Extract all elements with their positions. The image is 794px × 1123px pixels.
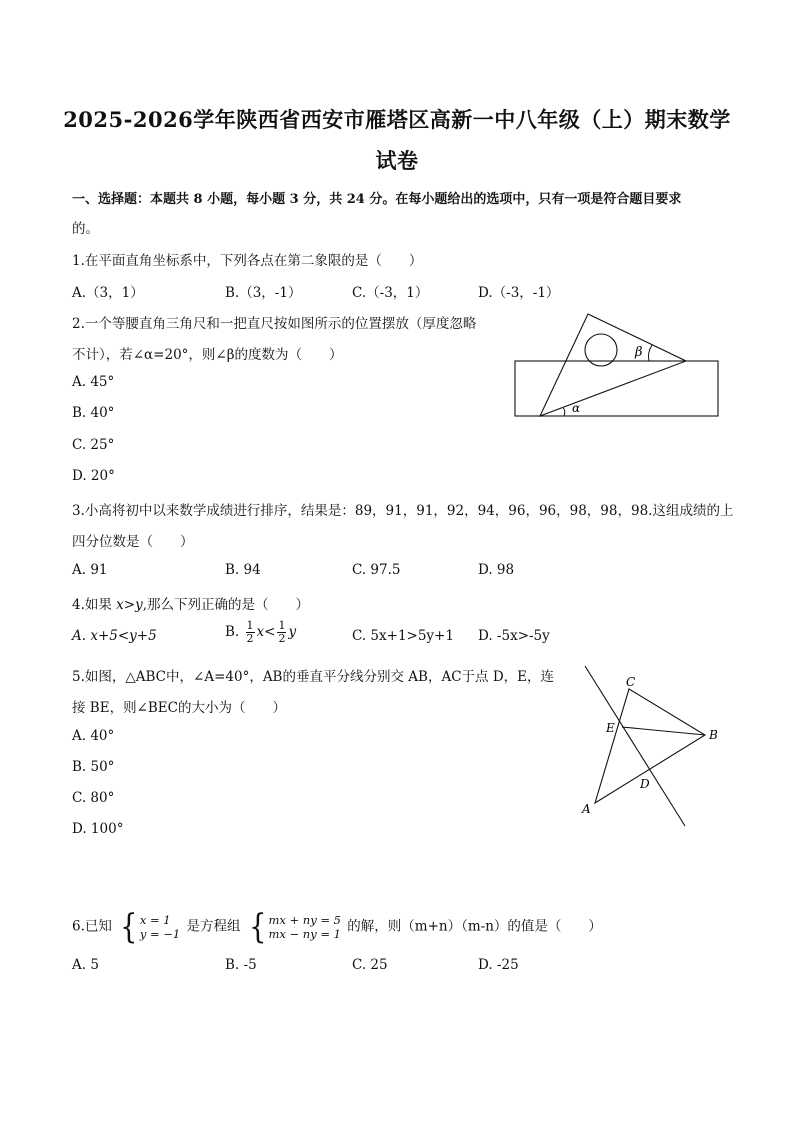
q4-option-c: C. 5x+1>5y+1 bbox=[352, 628, 454, 644]
q6-sys1-eq2: y = −1 bbox=[139, 927, 181, 941]
q1-stem: 1.在平面直角坐标系中，下列各点在第二象限的是（ ） bbox=[72, 253, 423, 269]
q1-option-b: B.（3，-1） bbox=[225, 285, 302, 301]
q3-option-b: B. 94 bbox=[225, 562, 261, 578]
q4-option-b: B. $\frac{1}{2}$ x< $\frac{1}{2}$ y bbox=[225, 619, 297, 645]
q4-fraction-2: $\frac{1}{2}$ bbox=[278, 619, 286, 645]
q6-option-c: C. 25 bbox=[352, 957, 388, 973]
q1-option-a: A.（3，1） bbox=[72, 285, 144, 301]
ruler bbox=[515, 361, 718, 416]
q5-option-b: B. 50° bbox=[72, 759, 115, 775]
q5-stem-line2: 接 BE，则∠BEC的大小为（ ） bbox=[72, 700, 286, 716]
exam-title-line1: 2025-2026学年陕西省西安市雁塔区高新一中八年级（上）期末数学 bbox=[63, 107, 731, 132]
q6-prefix: 6.已知 bbox=[72, 918, 112, 935]
triangle-abc bbox=[595, 689, 705, 803]
q4-option-b-label: B. bbox=[225, 624, 244, 640]
q5-option-a: A. 40° bbox=[72, 728, 115, 744]
beta-label: β bbox=[635, 345, 643, 360]
q6-sys1-eq1: x = 1 bbox=[139, 913, 171, 927]
q3-option-a: A. 91 bbox=[72, 562, 108, 578]
q4-fraction-1: $\frac{1}{2}$ bbox=[246, 619, 254, 645]
q2-option-c: C. 25° bbox=[72, 437, 115, 453]
beta-arc bbox=[648, 345, 652, 361]
q1-option-c: C.（-3，1） bbox=[352, 285, 429, 301]
set-square bbox=[540, 314, 686, 416]
q6-stem bbox=[72, 907, 602, 947]
q2-option-b: B. 40° bbox=[72, 405, 115, 421]
q6-sys2-eq1: mx + ny = 5 bbox=[268, 913, 341, 927]
left-brace: { bbox=[120, 907, 138, 947]
q4-stem-math: x>y bbox=[116, 597, 143, 613]
q6-middle: 是方程组 bbox=[186, 918, 241, 935]
q6-option-b: B. -5 bbox=[225, 957, 257, 973]
q6-option-a: A. 5 bbox=[72, 957, 99, 973]
q5-figure bbox=[575, 662, 725, 830]
section-heading: 一、选择题：本题共 8 小题，每小题 3 分，共 24 分。在每小题给出的选项中，只有一项是符合题目要求 bbox=[72, 192, 682, 207]
q6-system-equations bbox=[247, 907, 341, 947]
q5-stem-line1: 5.如图，△ABC中，∠A=40°，AB的垂直平分线分别交 AB，AC于点 D，E，连 bbox=[72, 669, 554, 685]
segment-be bbox=[622, 727, 705, 735]
q6-option-d: D. -25 bbox=[478, 957, 519, 973]
exam-title-line2: 试卷 bbox=[375, 148, 419, 173]
q4-stem bbox=[72, 593, 309, 613]
q3-option-c: C. 97.5 bbox=[352, 562, 401, 578]
q2-figure bbox=[508, 308, 724, 424]
q4-option-d: D. -5x>-5y bbox=[478, 628, 550, 644]
q2-option-d: D. 20° bbox=[72, 468, 115, 484]
alpha-label: α bbox=[572, 401, 581, 415]
q6-suffix: 的解，则（m+n）（m-n）的值是（ ） bbox=[347, 918, 602, 935]
label-a: A bbox=[582, 802, 591, 816]
section-heading-cont: 的。 bbox=[72, 221, 99, 237]
q3-option-d: D. 98 bbox=[478, 562, 515, 578]
q4-stem-prefix: 4.如果 bbox=[72, 597, 117, 613]
q6-sys2-eq2: mx − ny = 1 bbox=[268, 927, 341, 941]
label-b: B bbox=[709, 728, 718, 742]
q4-option-a: A. x+5<y+5 bbox=[72, 628, 157, 644]
q4-stem-suffix: ,那么下列正确的是（ ） bbox=[142, 597, 310, 613]
label-c: C bbox=[626, 675, 636, 689]
q2-option-a: A. 45° bbox=[72, 374, 115, 390]
q6-system-solution bbox=[118, 907, 181, 947]
q5-option-c: C. 80° bbox=[72, 790, 115, 806]
alpha-arc bbox=[563, 408, 565, 416]
q5-option-d: D. 100° bbox=[72, 821, 124, 837]
left-brace: { bbox=[248, 907, 267, 947]
q2-stem-line1: 2.一个等腰直角三角尺和一把直尺按如图所示的位置摆放（厚度忽略 bbox=[72, 316, 477, 332]
q3-stem-line1: 3.小高将初中以来数学成绩进行排序，结果是：89，91，91，92，94，96，96，98，98，98.这组成绩的上 bbox=[72, 503, 734, 519]
perpendicular-bisector bbox=[585, 666, 685, 826]
q3-stem-line2: 四分位数是（ ） bbox=[72, 534, 194, 550]
q2-stem-line2: 不计），若∠α=20°，则∠β的度数为（ ） bbox=[72, 347, 343, 363]
label-d: D bbox=[640, 777, 650, 791]
q1-option-d: D.（-3，-1） bbox=[478, 285, 560, 301]
label-e: E bbox=[606, 721, 615, 735]
